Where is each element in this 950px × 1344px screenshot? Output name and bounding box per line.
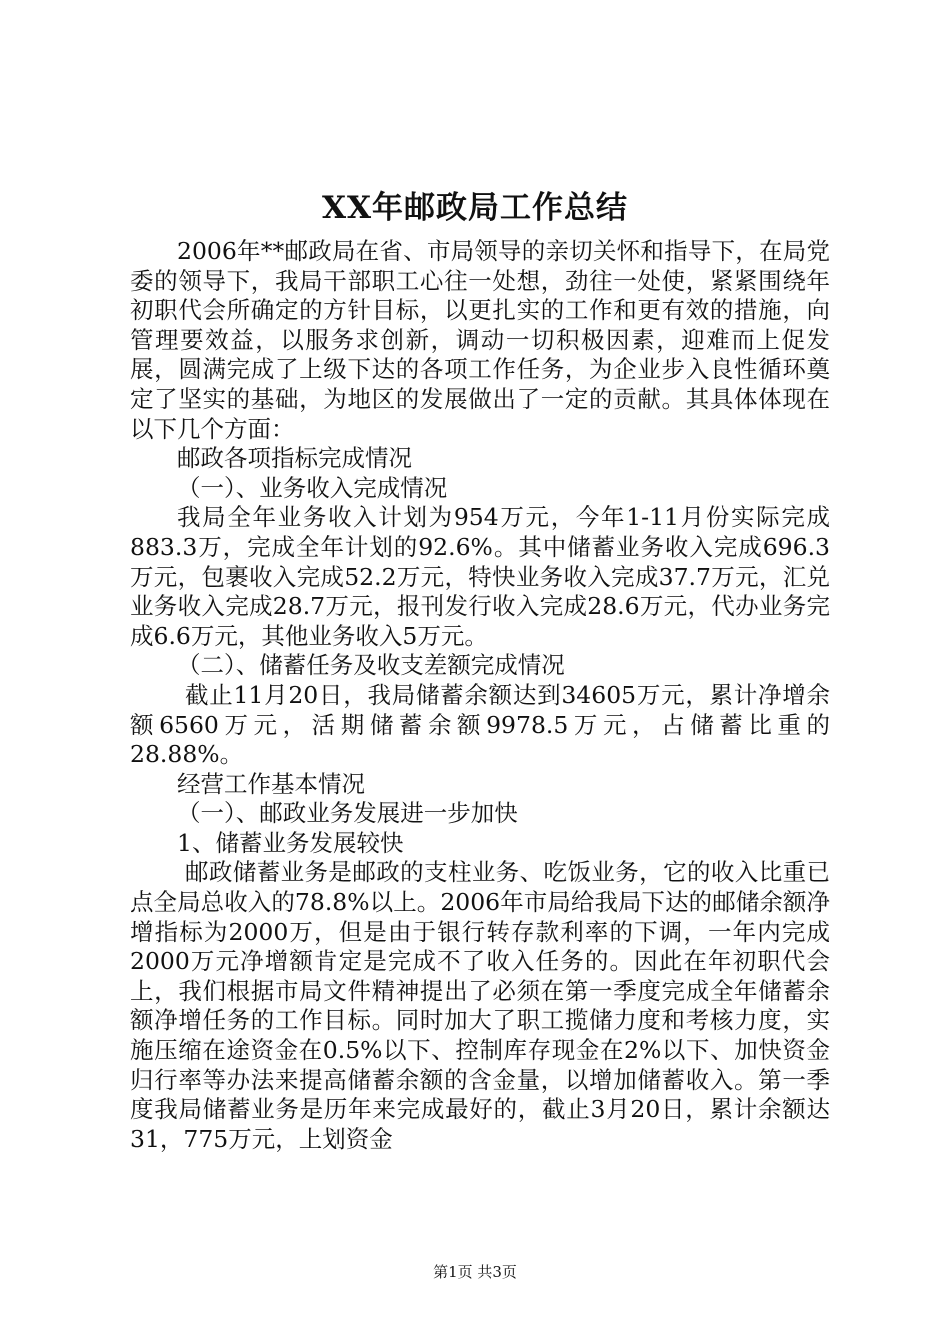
subheading-revenue: （一）、业务收入完成情况 bbox=[177, 473, 448, 502]
savings-growth-paragraph: 邮政储蓄业务是邮政的支柱业务、吃饭业务，它的收入比重已点全局总收入的78.8%以上。2006年市局给我局下达的邮储余额净增指标为2000万，但是由于银行转存款利率的下调，一年内完成2000万元净增额肯定是完成不了收入任务的。因此在年初职代会上，我们根据市局文件精神提出了必须在第一季度完成全年储蓄余额净增任务的工作目标。同时加大了职工揽储力度和考核力度，实施压缩在途资金在0.5%以下、控制库存现金在2%以下、加快资金归行率等办法来提高储蓄余额的含金量，以增加储蓄收入。第一季度我局储蓄业务是历年来完成最好的，截止3月20日，累计余额达31，775万元，上划资金 bbox=[130, 858, 830, 1153]
savings-paragraph: 截止11月20日，我局储蓄余额达到34605万元，累计净增余额6560万元，活期储蓄余额9978.5万元，占储蓄比重的28.88%。 bbox=[130, 680, 830, 769]
revenue-paragraph: 我局全年业务收入计划为954万元，今年1-11月份实际完成883.3万，完成全年计划的92.6%。其中储蓄业务收入完成696.3万元，包裹收入完成52.2万元，特快业务收入完成37.7万元，汇兑业务收入完成28.7万元，报刊发行收入完成28.6万元，代办业务完成6.6万元，其他业务收入5万元。 bbox=[130, 503, 830, 650]
intro-paragraph: 2006年**邮政局在省、市局领导的亲切关怀和指导下，在局党委的领导下，我局干部职工心往一处想，劲往一处使，紧紧围绕年初职代会所确定的方针目标，以更扎实的工作和更有效的措施，向管理要效益，以服务求创新，调动一切积极因素，迎难而上促发展，圆满完成了上级下达的各项工作任务，为企业步入良性循环奠定了坚实的基础，为地区的发展做出了一定的贡献。其具体体现在以下几个方面： bbox=[130, 237, 830, 443]
subheading-savings-growth: 1、储蓄业务发展较快 bbox=[177, 828, 404, 857]
section-heading-indicators: 邮政各项指标完成情况 bbox=[177, 444, 412, 473]
document-body bbox=[130, 237, 830, 1154]
subheading-savings: （二）、储蓄任务及收支差额完成情况 bbox=[177, 651, 565, 680]
subheading-postal-business: （一）、邮政业务发展进一步加快 bbox=[177, 799, 518, 828]
page-footer: 第1页 共3页 bbox=[433, 1263, 517, 1281]
section-heading-operations: 经营工作基本情况 bbox=[177, 769, 365, 798]
document-title: XX年邮政局工作总结 bbox=[321, 190, 629, 226]
